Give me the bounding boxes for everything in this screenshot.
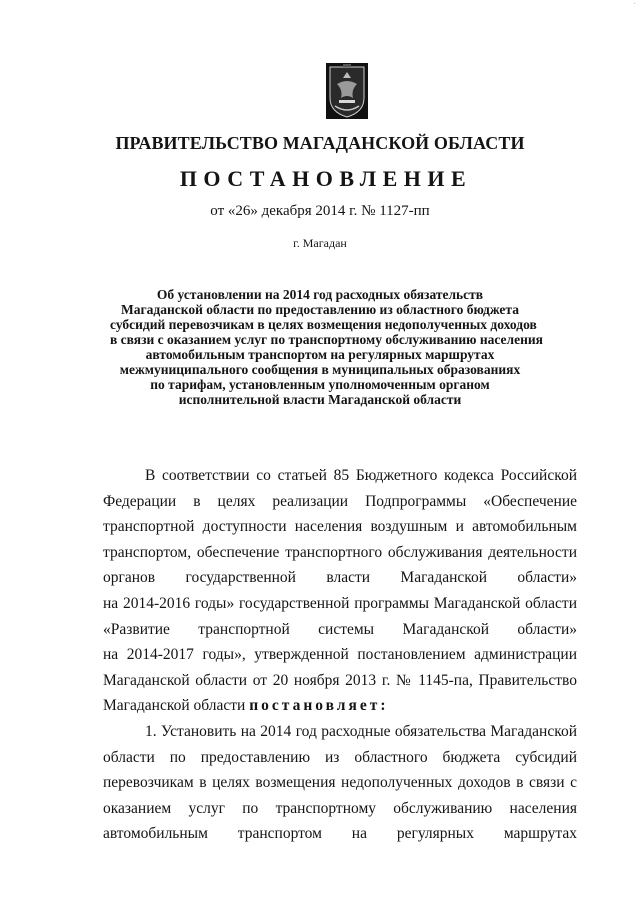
coat-of-arms-icon [325, 62, 369, 120]
document-body [103, 463, 577, 847]
body-line: «Развитие транспортной системы Магаданской области» [103, 620, 577, 638]
body-line: на 2014-2016 годы» государственной программы Магаданской области [103, 594, 577, 612]
body-line: органов государственной власти Магаданской области» [103, 569, 577, 587]
document-title [110, 287, 543, 407]
government-name: ПРАВИТЕЛЬСТВО МАГАДАНСКОЙ ОБЛАСТИ [115, 133, 525, 153]
body-line: 1. Установить на 2014 год расходные обязательства Магаданской [145, 722, 577, 740]
title-line: субсидий перевозчикам в целях возмещения недополученных доходов [110, 317, 537, 332]
body-line: автомобильным транспортом на регулярных маршрутах [103, 825, 577, 843]
body-line: области по предоставлению из областного бюджета субсидий [103, 748, 577, 766]
title-line: по тарифам, установленным уполномоченным органом [150, 377, 490, 392]
body-line: перевозчикам в целях возмещения недополученных доходов в связи с [103, 774, 577, 792]
body-line-resolves [103, 693, 577, 719]
body-line: оказанием услуг по транспортному обслуживанию населения [103, 799, 577, 817]
body-line: В соответствии со статьей 85 Бюджетного кодекса Российской [145, 467, 577, 484]
body-line: на 2014-2017 годы», утвержденной постановлением администрации [103, 646, 577, 664]
body-line: транспортом, обеспечение транспортного обслуживания деятельности [103, 543, 577, 561]
scan-corner-mark: · [633, 0, 636, 8]
body-line: Федерации в целях реализации Подпрограммы «Обеспечение [103, 492, 577, 510]
body-line: транспортной доступности населения воздушным и автомобильным [103, 518, 577, 536]
title-line: в связи с оказанием услуг по транспортному обслуживанию населения [110, 332, 543, 347]
title-line: Магаданской области по предоставлению из областного бюджета [121, 302, 519, 317]
body-line: Магаданской области [103, 697, 246, 715]
title-line: Об установлении на 2014 год расходных обязательств [156, 287, 484, 302]
title-line: межмуниципального сообщения в муниципальных образованиях [119, 362, 521, 377]
document-city: г. Магадан [293, 236, 347, 250]
document-type-heading: ПОСТАНОВЛЕНИЕ [179, 166, 473, 191]
title-line: автомобильным транспортом на регулярных маршрутах [145, 347, 495, 362]
body-line: Магаданской области от 20 ноября 2013 г. № 1145-па, Правительство [103, 671, 577, 689]
document-date-number: от «26» декабря 2014 г. № 1127-пп [210, 203, 430, 219]
title-line: исполнительной власти Магаданской области [178, 392, 462, 407]
resolves-word: постановляет: [249, 697, 389, 715]
